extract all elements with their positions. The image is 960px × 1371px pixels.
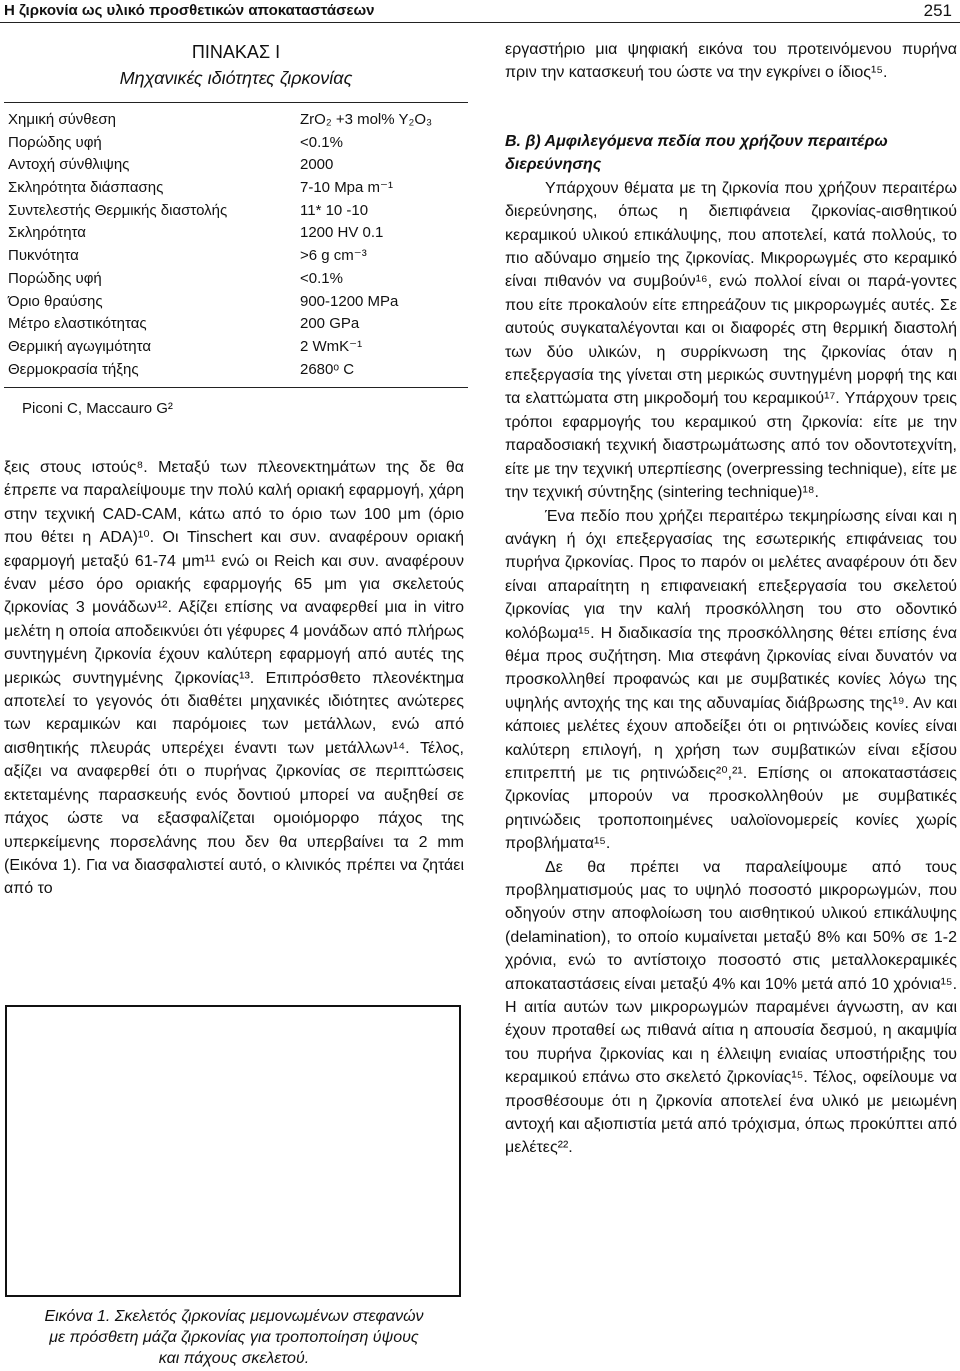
property-value: 2680ᵒ C: [300, 360, 355, 378]
property-label: Πορώδης υφή: [8, 269, 102, 287]
table-row: [4, 291, 468, 314]
property-label: Πυκνότητα: [8, 247, 79, 265]
paragraph: Δε θα πρέπει να παραλείψουμε από τους προβληματισμούς μας το υψηλό ποσοστό μικρορωγμών, που οδηγούν στην αποφλοίωση του αισθητικού υλικού επικάλυψης (delamination), το οποίο κυμαίνεται μεταξύ 8% και 50% σε 1-2 χρόνια, ενώ το αντίστοιχο ποσοστό στις μεταλλοκεραμικές αποκαταστάσεις είναι μεταξύ 4% και 10% μετά από 10 χρόνια¹⁵. Η αιτία αυτών των μικρορωγμών παραμένει άγνωστη, αν και έχουν προταθεί ως πιθανά αίτια η απουσία δεσμού, η ακαμψία του πυρήνα ζιρκονίας και η έλλειψη ενιαίας υποστήριξης του κεραμικού επάνω στο σκελετό ζιρκονίας¹⁵. Τέλος, οφείλουμε να προσθέσουμε ότι η ζιρκονία αποτελεί ένα υλικό με μειωμένη αντοχή και αξιοπιστία μετά από τρόχισμα, όπως προκύπτει από μελέτες²².: [505, 858, 958, 1157]
property-label: Όριο θραύσης: [8, 292, 103, 310]
paragraph: ξεις στους ιστούς⁸. Μεταξύ των πλεονεκτημάτων της δε θα έπρεπε να παραλείψουμε την πολύ καλή οριακή εφαρμογή, χάρη στην τεχνική CAD-CAM, κάτω από το όριο των 100 μm (όριο που θέτει η ADA)¹⁰. Οι Tinschert και συν. αναφέρουν οριακή εφαρμογή μεταξύ 61-74 μm¹¹ ενώ οι Reich και συν. αναφέρουν έναν μέσο όρο οριακής εφαρμογής 65 μm για σκελετούς ζιρκονίας 3 μονάδων¹². Αξίζει επίσης να αναφερθεί μια in vitro μελέτη η οποία αποδεικνύει ότι γέφυρες 4 μονάδων από πλήρως συντηγμένη ζιρκονία έχουν καλύτερη εφαρμογή από αυτές της μερικώς συντηγμένης ζιρκονίας¹³. Επιπρόσθετο πλεονέκτημα αποτελεί το γεγονός ότι διαθέτει μηχανικές ιδιότητες ανώτερες των κεραμικών και παρόμοιες των μετάλλων, ενώ από αισθητικής πλευράς υπερέχει έναντι των μετάλλων¹⁴. Τέλος, αξίζει να αναφερθεί ότι ο πυρήνας ζιρκονίας σε περιπτώσεις εκτεταμένης παρασκευής ενός δοντιού μπορεί να αυξηθεί σε πάχος ώστε να εξασφαλίζεται ομοιόμορφο πάχος της υπερκείμενης πορσελάνης που δεν θα υπερβαίνει τα 2 mm (Εικόνα 1). Για να διασφαλιστεί αυτό, ο κλινικός πρέπει να ζητάει από το: [4, 459, 464, 898]
page-number: 251: [923, 1, 952, 20]
figure-caption-line: με πρόσθετη μάζα ζιρκονίας για τροποποίηση ύψους: [49, 1329, 419, 1346]
property-value: 900-1200 MPa: [300, 292, 399, 310]
running-header: [0, 0, 960, 26]
property-value: 1200 HV 0.1: [300, 224, 384, 242]
right-column-text: [505, 130, 957, 1160]
table-row: [4, 245, 468, 268]
property-value: 200 GPa: [300, 315, 360, 333]
property-label: Σκληρότητα: [8, 224, 86, 242]
table-row: [4, 132, 468, 155]
property-value: ZrO₂ +3 mol% Y₂O₃: [300, 111, 433, 128]
property-value: 2 WmK⁻¹: [300, 337, 363, 355]
paragraph: Υπάρχουν θέματα με τη ζιρκονία που χρήζουν περαιτέρω διερεύνησης, όπως η διεπιφάνεια ζιρκονίας-αισθητικού κεραμικού υλικού επικάλυψης, που αποτελεί, κατά πολλούς, το πιο αδύναμο σημείο της ζιρκονίας. Μικρορωγμές στο κεραμικό είναι πιθανόν να συμβούν¹⁶, ενώ πολλοί είναι οι παρά-γοντες που είτε προκαλούν είτε επηρεάζουν τις μικρορωγμές αυτές. Σε αυτούς συγκαταλέγονται και οι διαφορές στη θερμική διαστολή των δύο υλικών, η συρρίκνωση της ζιρκονίας όταν η επεξεργασία της γίνεται στη μερικώς συντηγμένη μορφή της και τα ελαττώματα στη μικροδομή του κεραμικού¹⁷. Υπάρχουν τρεις τρόποι εφαρμογής του κεραμικού στη ζιρκονία: είτε με την παραδοσιακή τεχνική διαστρωμάτωσης από τον οδοντοτεχνίτη, είτε με την τεχνική υπερπίεσης (overpressing technique), είτε με την τεχνική σύντηξης (sintering technique)¹⁸.: [505, 179, 957, 502]
properties-table: [4, 40, 468, 417]
right-column-continuation: [505, 38, 957, 85]
header-rule: [0, 22, 960, 23]
table-row: [4, 200, 468, 223]
property-label: Χημική σύνθεση: [8, 111, 116, 128]
table-source: Piconi C, Maccauro G²: [22, 400, 173, 418]
table-row: [4, 154, 468, 177]
property-value: <0.1%: [300, 133, 343, 151]
paragraph: εργαστήριο μια ψηφιακή εικόνα του προτεινόμενου πυρήνα πριν την κατασκευή του ώστε να την εγκρίνει ο ίδιος¹⁵.: [505, 41, 957, 82]
left-column-text: [4, 456, 464, 901]
property-label: Θερμοκρασία τήξης: [8, 360, 139, 378]
table-row: [4, 222, 468, 245]
table-body: [4, 109, 468, 381]
table-row: [4, 109, 468, 132]
table-row: [4, 177, 468, 200]
table-row: [4, 268, 468, 291]
property-value: 7-10 Mpa m⁻¹: [300, 179, 393, 197]
property-value: 11* 10 -10: [300, 201, 369, 219]
section-heading: Β. β) Αμφιλεγόμενα πεδία που χρήζουν περαιτέρω διερεύνησης: [505, 133, 888, 174]
property-label: Μέτρο ελαστικότητας: [8, 315, 147, 333]
property-label: Πορώδης υφή: [8, 133, 102, 151]
paragraph: Ένα πεδίο που χρήζει περαιτέρω τεκμηρίωσης είναι και η ανάγκη ή όχι επεξεργασίας της εσωτερικής επιφάνειας του πυρήνα ζιρκονίας. Προς το παρόν οι μελέτες αναφέρουν ότι δεν είναι απαραίτητη η επιφανειακή επεξεργασία του σκελετού ζιρκονίας για την καλή προσκόλληση του στο οδοντικό κολόβωμα¹⁵. Η διαδικασία της προσκόλλησης θέτει επίσης ένα θέμα προς συζήτηση. Μια στεφάνη ζιρκονίας είναι δυνατόν να προσκολληθεί προφανώς και με συμβατικές κονίες λόγω της υψηλής αντοχής της και της αδυναμίας διάβρωσης της¹⁹. Αν και κάποιες μελέτες έχουν αποδείξει ότι οι ρητινώδεις κονίες είναι καλύτερη επιλογή, η χρήση των συμβατικών είναι εξίσου επιτρεπτή με τις ρητινώδεις²⁰,²¹. Επίσης οι αποκαταστάσεις ζιρκονίας μπορούν να προσκολληθούν με συμβατικές ρητινώδεις τροποποιημένες υαλοϊονομερείς κονίες χωρίς προβλήματα¹⁵.: [505, 507, 957, 853]
table-top-rule: [4, 102, 468, 103]
property-value: >6 g cm⁻³: [300, 247, 367, 265]
table-row: [4, 336, 468, 359]
table-bottom-rule: [4, 387, 468, 388]
property-value: <0.1%: [300, 269, 343, 287]
table-row: [4, 359, 468, 382]
property-label: Αντοχή σύνθλιψης: [8, 156, 130, 174]
property-label: Συντελεστής Θερμικής διαστολής: [8, 201, 228, 219]
table-row: [4, 313, 468, 336]
figure-image-placeholder: [5, 1005, 461, 1297]
figure-caption: [4, 1306, 464, 1369]
figure-caption-line: Εικόνα 1. Σκελετός ζιρκονίας μεμονωμένων στεφανών: [44, 1308, 424, 1325]
table-caption: ΠΙΝΑΚΑΣ Ι: [191, 42, 281, 62]
property-label: Σκληρότητα διάσπασης: [8, 179, 164, 197]
property-value: 2000: [300, 156, 334, 174]
figure-caption-line: και πάχους σκελετού.: [158, 1350, 310, 1367]
property-label: Θερμική αγωγιμότητα: [8, 337, 152, 355]
running-title: Η ζιρκονία ως υλικό προσθετικών αποκαταστάσεων: [4, 2, 375, 19]
table-subcaption: Μηχανικές ιδιότητες ζιρκονίας: [119, 68, 353, 88]
